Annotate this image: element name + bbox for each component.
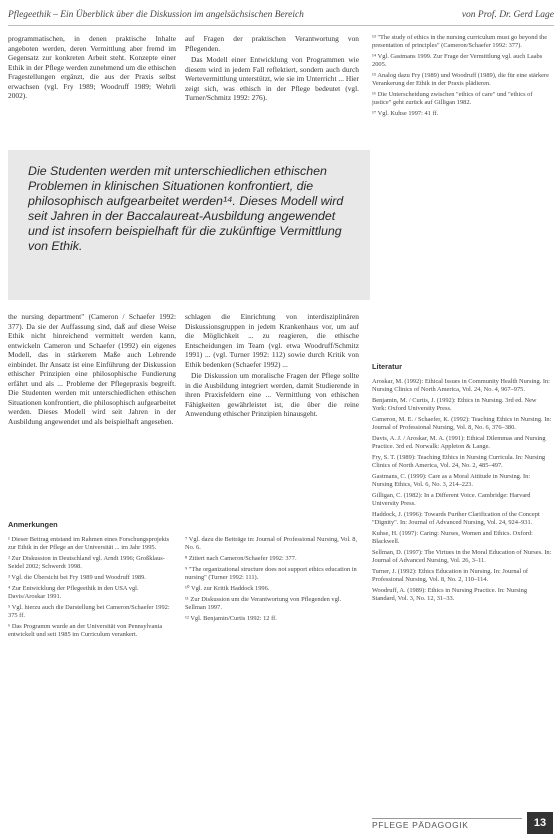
body-column-2-top — [185, 34, 359, 144]
running-header-author: von Prof. Dr. Gerd Lage — [461, 10, 554, 20]
page-number: 13 — [527, 812, 553, 834]
literature-heading: Literatur — [372, 362, 402, 371]
footnote: ⁹ "The organizational structure does not support ethics education in nursing" (Turner 1992: 111). — [185, 566, 357, 581]
footnote: ¹¹ Zur Diskussion um die Verantwortung von Pflegenden vgl. Sellman 1997. — [185, 596, 342, 611]
footnote: ¹⁶ Die Unterscheidung zwischen "ethics of care" und "ethics of justice" geht zurück auf Gilligan 1982. — [372, 91, 533, 106]
body-column-2-middle — [185, 312, 359, 512]
footnote: ⁵ Vgl. hierzu auch die Darstellung bei Cameron/Schaefer 1992: 375 ff. — [8, 604, 170, 619]
footnote: ¹² Vgl. Benjamin/Curtis 1992: 12 ff. — [185, 615, 277, 622]
literature-list — [372, 378, 552, 806]
footnote: ¹⁰ Vgl. zur Kritik Haddock 1996. — [185, 585, 270, 592]
paragraph: Das Modell einer Entwicklung von Programmen wie diesem wird in jedem Fall reflektiert, sondern auch durch Wertevermittlung unterstützt, wie sie im Unterricht ... Hier zeigt sich, was ethisch in der Pflege bedeutet (vgl. Turner/Schmitz 1992: 276). — [185, 55, 359, 102]
paragraph: programmatischen, in denen praktische Inhalte angeboten werden, deren Vermittlung aber fremd im Gegensatz zur konkreten Arbeit steht. Konzepte einer Ethik in der Pflege werden zunehmend um die ethischen Fragestellungen ergänzt, die aus der Praxis selbst erwachsen (vgl. Fry 1989; Woodruff 1989; Wehrli 2002). — [8, 34, 176, 100]
reference-entry: Fry, S. T. (1989): Teaching Ethics in Nursing Curricula. In: Nursing Clinics of North America, Vol. 24, No. 2, 485–497. — [372, 454, 546, 469]
running-header — [8, 8, 554, 26]
right-column-notes — [372, 34, 552, 354]
notes-column-2 — [185, 536, 359, 806]
footnote: ¹³ "The study of ethics in the nursing curriculum must go beyond the presentation of principles" (Cameron/Schaefer 1992: 377). — [372, 34, 548, 49]
reference-entry: Gastmans, C. (1999): Care as a Moral Attitude in Nursing. In: Nursing Ethics, Vol. 6, No. 3, 214–223. — [372, 473, 531, 488]
reference-entry: Gilligan, C. (1982): In a Different Voice. Cambridge: Harvard University Press. — [372, 492, 531, 507]
body-column-1-top — [8, 34, 176, 144]
paragraph: schlagen die Einrichtung von interdisziplinären Diskussionsgruppen in jedem Krankenhaus vor, um auf die Möglichkeit ... zu reagieren, die ethische Entscheidungen im Team (vgl. etwa Woodruff/Schmitz 1991) ... (vgl. Turner 1992: 112) sowie durch Kritik von Ethik bedenken (Schaefer 1992) ... — [185, 312, 359, 369]
reference-entry: Turner, J. (1992): Ethics Education in Nursing. In: Journal of Professional Nursing, Vol. 8, No. 2, 110–114. — [372, 568, 529, 583]
notes-column-1 — [8, 536, 176, 806]
notes-heading: Anmerkungen — [8, 520, 58, 529]
footnote: ⁶ Das Programm wurde an der Universität von Pennsylvania entwickelt und seit 1985 im Curriculum verankert. — [8, 623, 163, 638]
paragraph: the nursing department" (Cameron / Schaefer 1992: 377). Da sie der Auffassung sind, daß auf diese Weise Ethik nicht hinreichend vermittelt werden kann, entwickeln Cameron und Schaefer (1992) ein eigenes Modell, das in stärkerem Maße auch Lehrende einbindet. Ihr Ansatz ist eine Einführung der Diskussion ethischer Prinzipien eine philosophische Fundierung erfährt und als ... Probleme der Pflegepraxis begreift. Die Studenten werden mit unterschiedlichen ethischen Situationen konfrontiert, die philosophisch aufgearbeitet werden. Dieses Modell wird seit Jahren in der Ausbildung angewendet und als beispielhaft angesehen. — [8, 312, 176, 426]
footnote: ⁴ Zur Entwicklung der Pflegeethik in den USA vgl. Davis/Aroskar 1991. — [8, 585, 139, 600]
footnote: ¹ Dieser Beitrag entstand im Rahmen eines Forschungsprojekts zur Ethik in der Pflege an der Universität ... im Jahr 1995. — [8, 536, 170, 551]
reference-entry: Benjamin, M. / Curtis, J. (1992): Ethics in Nursing. 3rd ed. New York: Oxford University Press. — [372, 397, 537, 412]
body-column-1-middle — [8, 312, 176, 512]
footnote: ⁸ Zitiert nach Cameron/Schaefer 1992: 377. — [185, 555, 297, 562]
paragraph: Die Diskussion um moralische Fragen der Pflege sollte in die Ausbildung integriert werden, damit Studierende in ihren Praxisfeldern eine ... Vermittlung von ethischen Fähigkeiten gewährleistet ist, die über die reine Anwendung ethischer Prinzipien hinausgeht. — [185, 371, 359, 418]
footnote: ¹⁵ Analog dazu Fry (1989) und Woodruff (1989), die für eine stärkere Verankerung der Ethik in der Praxis plädieren. — [372, 72, 549, 87]
reference-entry: Haddock, J. (1996): Towards Further Clarification of the Concept "Dignity". In: Journal of Advanced Nursing, Vol. 24, 924–931. — [372, 511, 540, 526]
journal-name: PFLEGE PÄDAGOGIK — [372, 820, 469, 830]
reference-entry: Aroskar, M. (1992): Ethical Issues in Community Health Nursing. In: Nursing Clinics of North America, Vol. 24, No. 4, 967–975. — [372, 378, 550, 393]
reference-entry: Woodruff, A. (1989): Ethics in Nursing Practice. In: Nursing Standard, Vol. 3, No. 12, 31–33. — [372, 587, 528, 602]
footer-rule — [372, 818, 522, 819]
pull-quote: Die Studenten werden mit unterschiedlichen ethischen Problemen in klinischen Situationen konfrontiert, die philosophisch aufgearbeitet werden¹⁴. Dieses Modell wird seit Jahren in der Baccalaureat-Ausbildung angewendet und ist insofern beispielhaft für die zukünftige Vermittlung von Ethik. — [8, 150, 370, 300]
reference-entry: Cameron, M. E. / Schaefer, K. (1992): Teaching Ethics in Nursing. In: Journal of Professional Nursing, Vol. 8, No. 6, 376–380. — [372, 416, 552, 431]
footnote: ¹⁴ Vgl. Gastmans 1999. Zur Frage der Vermittlung vgl. auch Laabs 2005. — [372, 53, 543, 68]
footnote: ² Zur Diskussion in Deutschland vgl. Arndt 1996; Großklaus-Seidel 2002; Schwerdt 1998. — [8, 555, 165, 570]
footnote: ³ Vgl. die Übersicht bei Fry 1989 und Woodruff 1989. — [8, 574, 146, 581]
running-header-title: Pflegeethik – Ein Überblick über die Diskussion im angelsächsischen Bereich — [8, 10, 304, 20]
reference-entry: Kuhse, H. (1997): Caring: Nurses, Women and Ethics. Oxford: Blackwell. — [372, 530, 533, 545]
footnote: ¹⁷ Vgl. Kuhse 1997: 41 ff. — [372, 110, 439, 117]
footnote: ⁷ Vgl. dazu die Beiträge in: Journal of Professional Nursing, Vol. 8, No. 6. — [185, 536, 358, 551]
paragraph: auf Fragen der praktischen Verantwortung von Pflegenden. — [185, 34, 359, 53]
reference-entry: Sellman, D. (1997): The Virtues in the Moral Education of Nurses. In: Journal of Advanced Nursing, Vol. 26, 3–11. — [372, 549, 552, 564]
reference-entry: Davis, A. J. / Aroskar, M. A. (1991): Ethical Dilemmas and Nursing Practice. 3rd ed. Norwalk: Appleton & Lange. — [372, 435, 546, 450]
